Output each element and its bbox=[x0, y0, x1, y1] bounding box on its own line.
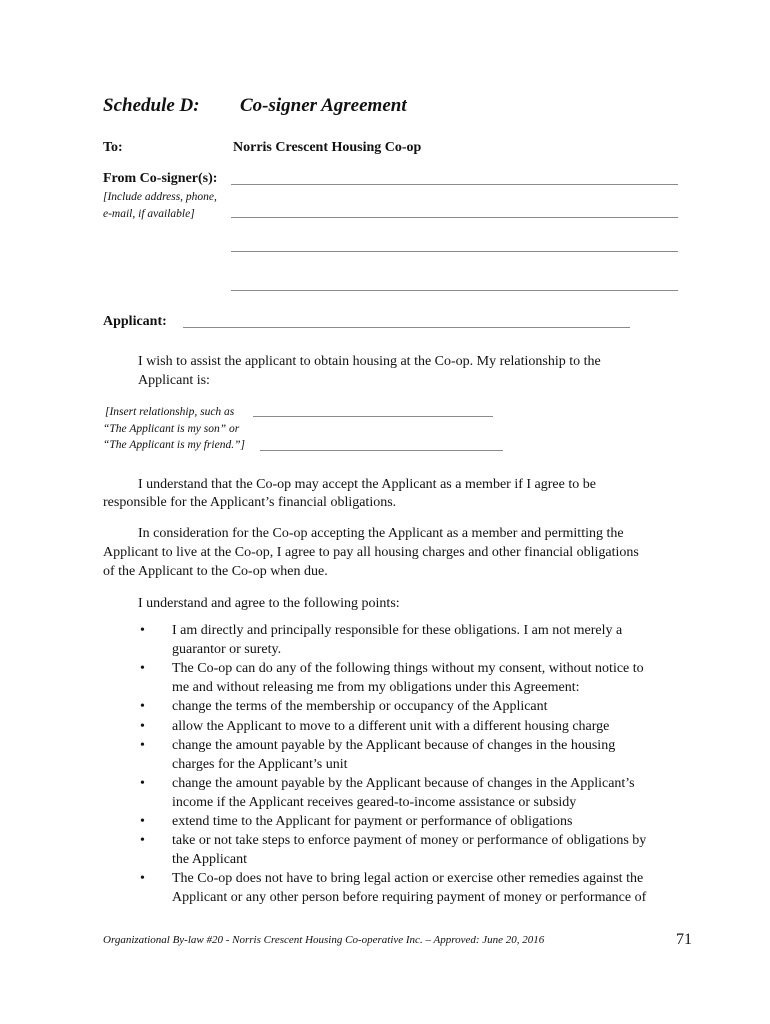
page-number: 71 bbox=[676, 931, 692, 948]
bullet-text-line: guarantor or surety. bbox=[172, 641, 282, 657]
insert-note-2: “The Applicant is my son” or bbox=[103, 423, 240, 435]
paragraph-2-line-3: of the Applicant to the Co-op when due. bbox=[103, 564, 328, 579]
relationship-intro-1: I wish to assist the applicant to obtain housing at the Co-op. My relationship to the bbox=[138, 354, 601, 369]
bullet-text-line: change the amount payable by the Applicant because of changes in the Applicant’s bbox=[172, 776, 635, 791]
cosigner-label: From Co-signer(s): bbox=[103, 171, 218, 186]
relationship-intro-2: Applicant is: bbox=[138, 373, 210, 388]
bullet-text-line: me and without releasing me from my obligations under this Agreement: bbox=[172, 679, 580, 695]
paragraph-3: I understand and agree to the following points: bbox=[138, 596, 400, 611]
relationship-line-1[interactable] bbox=[253, 416, 493, 417]
insert-note-3: “The Applicant is my friend.”] bbox=[103, 439, 245, 451]
bullet-text-line: The Co-op can do any of the following things without my consent, without notice to bbox=[172, 661, 644, 676]
insert-note-1: [Insert relationship, such as bbox=[105, 406, 235, 418]
bullet-text-line: income if the Applicant receives geared-to-income assistance or subsidy bbox=[172, 794, 577, 810]
paragraph-1-line-2: responsible for the Applicant’s financial obligations. bbox=[103, 495, 397, 510]
bullet-text-line: change the terms of the membership or occupancy of the Applicant bbox=[172, 699, 548, 714]
bullet-text-line: take or not take steps to enforce payment of money or performance of obligations by bbox=[172, 833, 647, 848]
bullet-text-line: Applicant or any other person before requiring payment of money or performance of bbox=[172, 889, 647, 905]
relationship-line-2[interactable] bbox=[260, 450, 503, 451]
bullet-marker: • bbox=[140, 833, 145, 848]
cosigner-note-1: [Include address, phone, bbox=[103, 191, 217, 203]
bullet-marker: • bbox=[140, 871, 145, 886]
bullet-marker: • bbox=[140, 699, 145, 714]
to-value: Norris Crescent Housing Co-op bbox=[233, 140, 422, 155]
paragraph-2-line-2: Applicant to live at the Co-op, I agree to pay all housing charges and other financial obligations bbox=[103, 545, 639, 560]
bullet-marker: • bbox=[140, 776, 145, 791]
bullet-text-line: charges for the Applicant’s unit bbox=[172, 756, 348, 772]
bullet-text-line: extend time to the Applicant for payment or performance of obligations bbox=[172, 814, 573, 829]
bullet-text-line: the Applicant bbox=[172, 851, 248, 867]
bullet-marker: • bbox=[140, 814, 145, 829]
bullet-text-line: The Co-op does not have to bring legal action or exercise other remedies against the bbox=[172, 871, 644, 886]
page-title: Co-signer Agreement bbox=[240, 95, 407, 116]
bullet-text-line: allow the Applicant to move to a different unit with a different housing charge bbox=[172, 719, 610, 734]
cosigner-line-1[interactable] bbox=[231, 184, 678, 185]
bullet-text-line: I am directly and principally responsible for these obligations. I am not merely a bbox=[172, 623, 623, 638]
to-label: To: bbox=[103, 140, 123, 155]
bullet-marker: • bbox=[140, 661, 145, 676]
cosigner-line-4[interactable] bbox=[231, 290, 678, 291]
bullet-marker: • bbox=[140, 623, 145, 638]
cosigner-line-3[interactable] bbox=[231, 251, 678, 252]
bullet-marker: • bbox=[140, 719, 145, 734]
footer-text: Organizational By-law #20 - Norris Crescent Housing Co-operative Inc. – Approved: June 20, 2016 bbox=[103, 934, 545, 946]
cosigner-line-2[interactable] bbox=[231, 217, 678, 218]
paragraph-2-line-1: In consideration for the Co-op accepting the Applicant as a member and permitting the bbox=[138, 526, 624, 541]
bullet-text-line: change the amount payable by the Applicant because of changes in the housing bbox=[172, 738, 616, 753]
applicant-label: Applicant: bbox=[103, 314, 167, 329]
applicant-line[interactable] bbox=[183, 327, 630, 328]
cosigner-note-2: e-mail, if available] bbox=[103, 208, 195, 220]
paragraph-1-line-1: I understand that the Co-op may accept the Applicant as a member if I agree to be bbox=[138, 477, 596, 492]
schedule-label: Schedule D: bbox=[103, 95, 200, 116]
bullet-marker: • bbox=[140, 738, 145, 753]
